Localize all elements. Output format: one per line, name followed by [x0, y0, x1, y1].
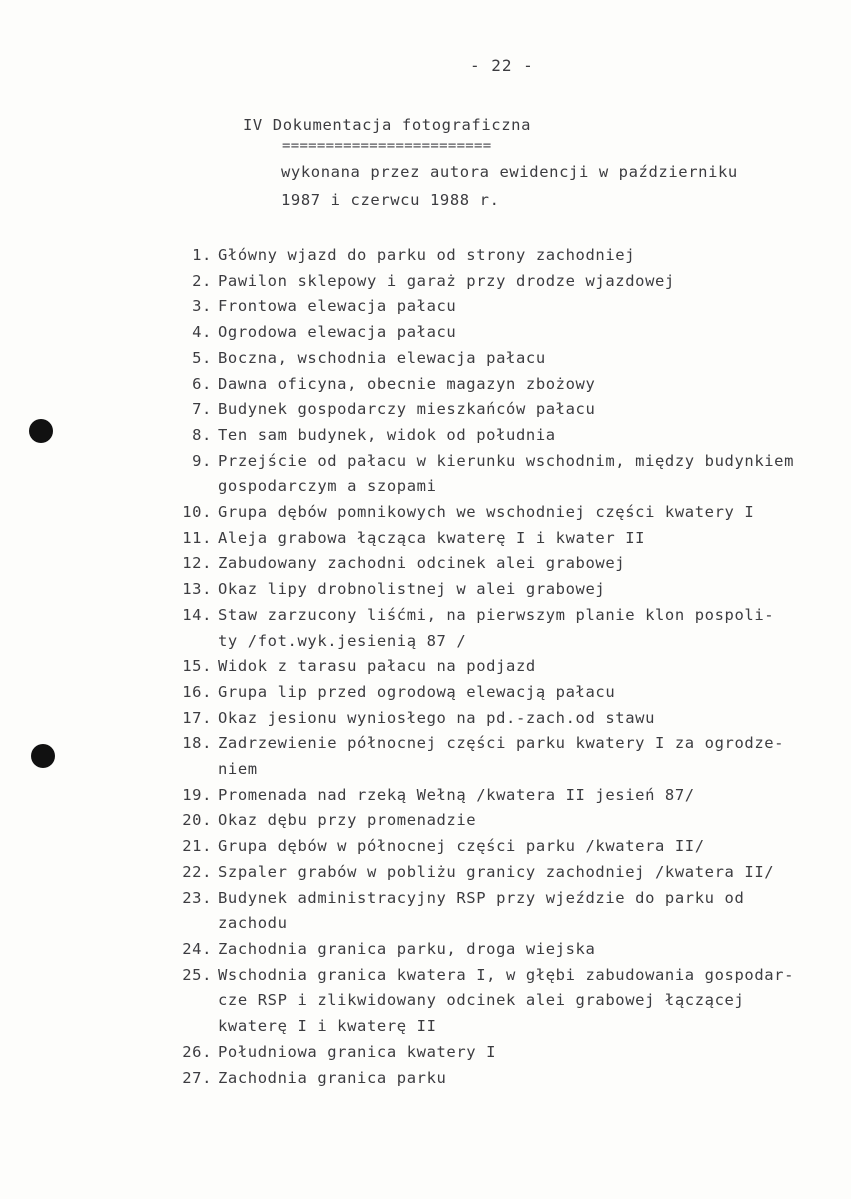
item-text: Szpaler grabów w pobliżu granicy zachodniej /kwatera II/: [218, 862, 775, 881]
item-text: Budynek administracyjny RSP przy wjeździe do parku od zachodu: [218, 888, 745, 933]
item-number: 16.: [182, 682, 212, 701]
item-number: 2.: [192, 271, 212, 290]
list-item: [150, 269, 830, 295]
list-item: [150, 551, 830, 577]
item-text: Przejście od pałacu w kierunku wschodnim, między budynkiem gospodarczym a szopami: [218, 451, 795, 496]
item-text: Okaz jesionu wyniosłego na pd.-zach.od stawu: [218, 708, 655, 727]
list-item: [150, 834, 830, 860]
item-number: 24.: [182, 939, 212, 958]
list-item: [150, 500, 830, 526]
item-number: 5.: [192, 348, 212, 367]
subtitle-line: 1987 i czerwcu 1988 r.: [281, 191, 500, 209]
punch-hole-icon: [31, 744, 55, 768]
list-item: [150, 603, 830, 654]
list-item: [150, 680, 830, 706]
item-number: 26.: [182, 1042, 212, 1061]
list-item: [150, 808, 830, 834]
item-number: 12.: [182, 554, 212, 573]
list-item: [150, 860, 830, 886]
list-item: [150, 706, 830, 732]
list-item: [150, 423, 830, 449]
item-number: 10.: [182, 503, 212, 522]
item-text: Staw zarzucony liśćmi, na pierwszym planie klon pospoli- ty /fot.wyk.jesienią 87 /: [218, 605, 775, 650]
list-item: [150, 526, 830, 552]
list-item: [150, 243, 830, 269]
item-text: Okaz lipy drobnolistnej w alei grabowej: [218, 580, 606, 599]
item-text: Południowa granica kwatery I: [218, 1042, 497, 1061]
item-text: Zachodnia granica parku: [218, 1068, 447, 1087]
item-text: Okaz dębu przy promenadzie: [218, 811, 477, 830]
item-text: Promenada nad rzeką Wełną /kwatera II jesień 87/: [218, 785, 695, 804]
item-text: Wschodnia granica kwatera I, w głębi zabudowania gospodar- cze RSP i zlikwidowany odcinek alei grabowej łączącej kwaterę I i kwaterę II: [218, 965, 795, 1036]
item-text: Zabudowany zachodni odcinek alei grabowej: [218, 554, 626, 573]
item-number: 9.: [192, 451, 212, 470]
item-number: 23.: [182, 888, 212, 907]
list-item: [150, 963, 830, 1040]
item-text: Pawilon sklepowy i garaż przy drodze wjazdowej: [218, 271, 675, 290]
item-text: Dawna oficyna, obecnie magazyn zbożowy: [218, 374, 596, 393]
item-number: 17.: [182, 708, 212, 727]
list-item: [150, 346, 830, 372]
item-number: 13.: [182, 580, 212, 599]
item-number: 25.: [182, 965, 212, 984]
item-text: Ogrodowa elewacja pałacu: [218, 323, 457, 342]
list-item: [150, 577, 830, 603]
item-text: Aleja grabowa łącząca kwaterę I i kwater II: [218, 528, 646, 547]
list-item: [150, 731, 830, 782]
list-item: [150, 320, 830, 346]
punch-hole-icon: [29, 419, 53, 443]
item-text: Boczna, wschodnia elewacja pałacu: [218, 348, 546, 367]
item-number: 7.: [192, 400, 212, 419]
item-text: Frontowa elewacja pałacu: [218, 297, 457, 316]
subtitle-line: wykonana przez autora ewidencji w październiku: [281, 163, 738, 181]
list-item: [150, 1066, 830, 1092]
list-item: [150, 937, 830, 963]
item-text: Widok z tarasu pałacu na podjazd: [218, 657, 536, 676]
item-text: Zadrzewienie północnej części parku kwatery I za ogrodze- niem: [218, 734, 785, 779]
list-item: [150, 372, 830, 398]
item-number: 3.: [192, 297, 212, 316]
page-number: - 22 -: [470, 56, 534, 75]
list-item: [150, 1040, 830, 1066]
item-text: Zachodnia granica parku, droga wiejska: [218, 939, 596, 958]
item-number: 6.: [192, 374, 212, 393]
item-number: 14.: [182, 605, 212, 624]
item-text: Ten sam budynek, widok od południa: [218, 425, 556, 444]
item-number: 15.: [182, 657, 212, 676]
item-number: 1.: [192, 246, 212, 264]
item-number: 27.: [182, 1068, 212, 1087]
list-item: [150, 654, 830, 680]
section-subtitle: [281, 158, 801, 214]
item-text: Budynek gospodarczy mieszkańców pałacu: [218, 400, 596, 419]
item-number: 22.: [182, 862, 212, 881]
item-text: Główny wjazd do parku od strony zachodniej: [218, 246, 636, 264]
photo-list: [150, 243, 830, 1091]
item-number: 11.: [182, 528, 212, 547]
item-text: Grupa dębów pomnikowych we wschodniej części kwatery I: [218, 503, 755, 522]
list-item: [150, 783, 830, 809]
item-number: 18.: [182, 734, 212, 753]
heading-underline: ========================: [282, 138, 492, 154]
item-number: 8.: [192, 425, 212, 444]
item-number: 20.: [182, 811, 212, 830]
list-item: [150, 449, 830, 500]
item-text: Grupa lip przed ogrodową elewacją pałacu: [218, 682, 616, 701]
item-number: 19.: [182, 785, 212, 804]
item-number: 4.: [192, 323, 212, 342]
item-text: Grupa dębów w północnej części parku /kwatera II/: [218, 837, 705, 856]
item-number: 21.: [182, 837, 212, 856]
section-heading: IV Dokumentacja fotograficzna: [243, 116, 532, 134]
list-item: [150, 397, 830, 423]
list-item: [150, 886, 830, 937]
list-item: [150, 294, 830, 320]
